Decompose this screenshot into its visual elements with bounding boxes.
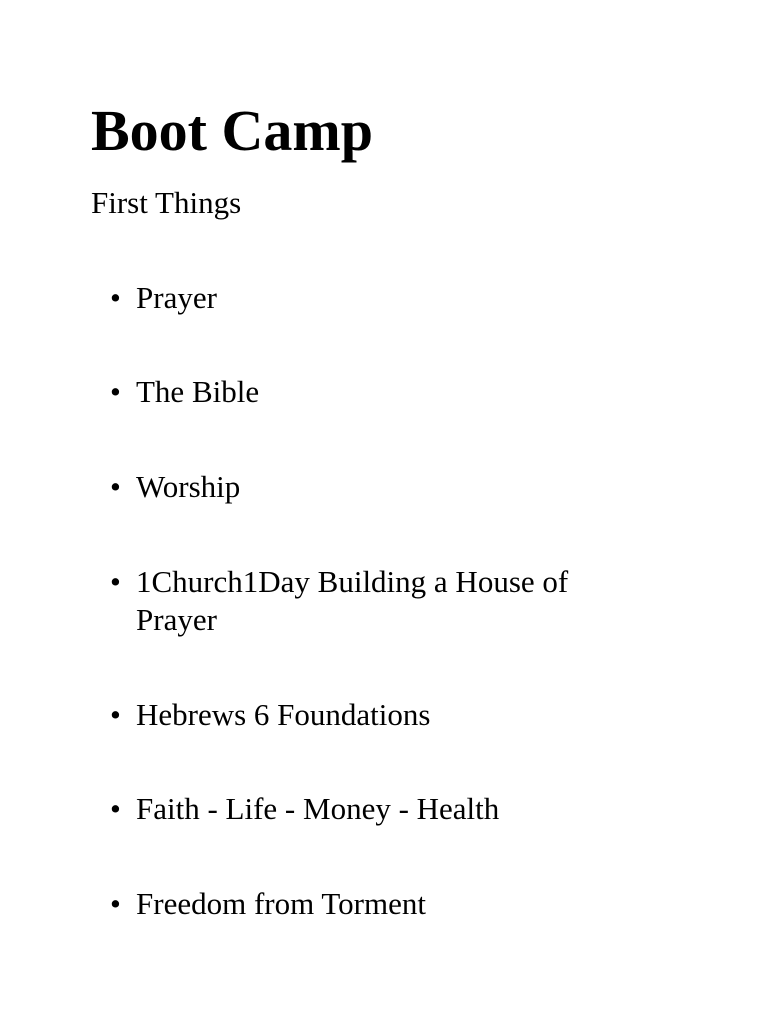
list-item <box>110 468 630 506</box>
bullet-icon: • <box>110 886 121 921</box>
list-item <box>110 563 630 639</box>
list-item <box>110 885 630 923</box>
list-item <box>110 373 630 411</box>
bullet-icon: • <box>110 374 121 409</box>
bullet-icon: • <box>110 280 121 315</box>
list-item-text: Hebrews 6 Foundations <box>136 697 431 732</box>
page-title: Boot Camp <box>91 98 373 163</box>
list-item <box>110 279 630 317</box>
list-item-text: The Bible <box>136 374 260 409</box>
list-item-text: Worship <box>136 469 241 504</box>
bullet-icon: • <box>110 697 121 732</box>
list-item-text: Faith - Life - Money - Health <box>136 791 500 826</box>
bullet-icon: • <box>110 791 121 826</box>
list-item <box>110 696 630 734</box>
list-item-text: 1Church1Day Building a House of Prayer <box>136 564 569 637</box>
bullet-icon: • <box>110 564 121 599</box>
list-item-text: Freedom from Torment <box>136 886 426 921</box>
list-item-text: Prayer <box>136 280 217 315</box>
page-subtitle: First Things <box>91 185 242 220</box>
list-item <box>110 790 630 828</box>
bullet-icon: • <box>110 469 121 504</box>
